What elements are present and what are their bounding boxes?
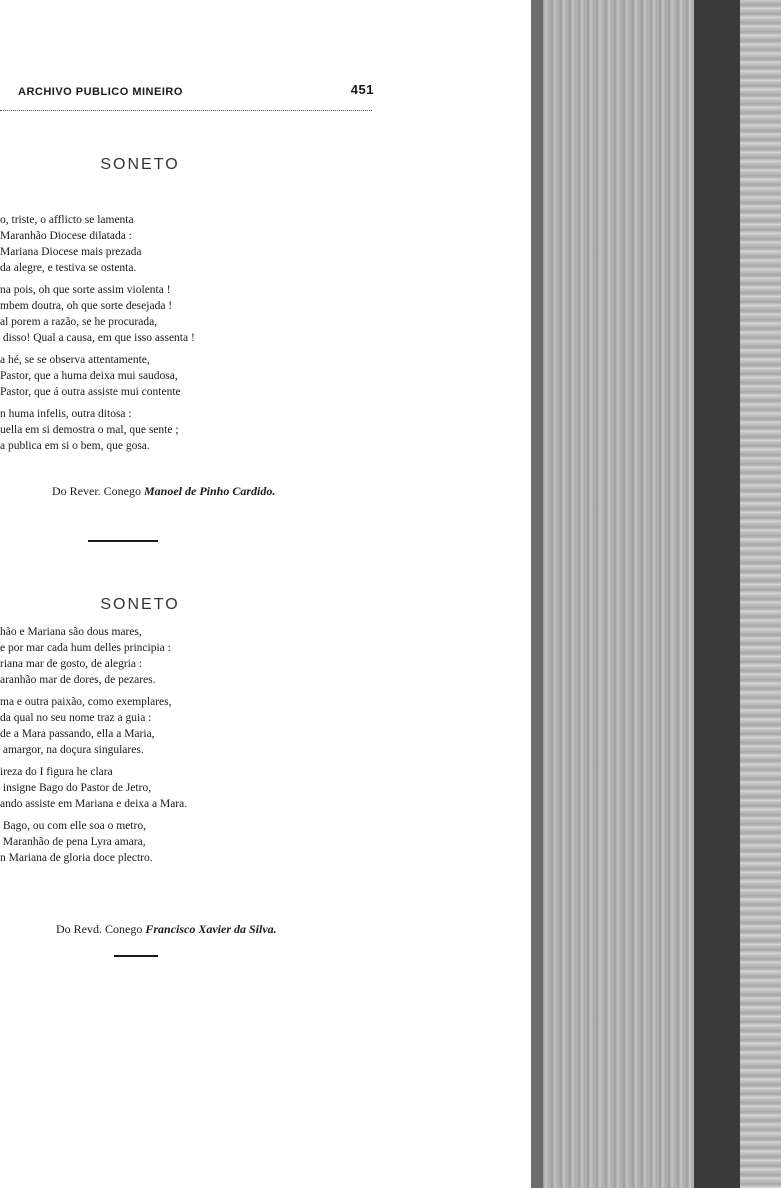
stanza <box>0 764 380 812</box>
poem-line: uella em si demostra o mal, que sente ; <box>0 424 179 436</box>
stanza <box>0 624 380 688</box>
poem-line: ando assiste em Mariana e deixa a Mara. <box>0 798 188 810</box>
section-divider <box>88 540 158 542</box>
stanza <box>0 694 380 758</box>
stanza <box>0 818 380 866</box>
sonnet-2-body <box>0 624 380 872</box>
page-gutter-shadow <box>531 0 543 1188</box>
poem-line: Maranhão de pena Lyra amara, <box>0 836 146 848</box>
poem-line: ireza do I figura he clara <box>0 766 113 778</box>
poem-line: e por mar cada hum delles principia : <box>0 642 171 654</box>
page-number: 451 <box>350 82 374 97</box>
poem-line: n huma infelis, outra ditosa : <box>0 408 132 420</box>
poem-line: o, triste, o afflicto se lamenta <box>0 214 134 226</box>
poem-line: disso! Qual a causa, em que isso assenta ! <box>0 332 195 344</box>
header-rule <box>0 110 372 111</box>
poem-line: Mariana Diocese mais prezada <box>0 246 142 258</box>
sonnet-2-author: Francisco Xavier da Silva. <box>145 922 277 936</box>
poem-line: riana mar de gosto, de alegria : <box>0 658 143 670</box>
poem-line: aranhão mar de dores, de pezares. <box>0 674 156 686</box>
sonnet-2-title: SONETO <box>100 596 180 613</box>
stanza <box>0 282 380 346</box>
section-divider <box>114 955 158 957</box>
poem-line: na pois, oh que sorte assim violenta ! <box>0 284 171 296</box>
poem-line: insigne Bago do Pastor de Jetro, <box>0 782 152 794</box>
sonnet-2-attribution: Do Revd. Conego Francisco Xavier da Silva. <box>56 922 277 936</box>
book-edge-strip <box>740 0 781 1188</box>
poem-line: Bago, ou com elle soa o metro, <box>0 820 146 832</box>
poem-line: Pastor, que a huma deixa mui saudosa, <box>0 370 178 382</box>
running-head <box>18 82 374 98</box>
sonnet-1-title: SONETO <box>100 156 180 173</box>
poem-line: a hé, se se observa attentamente, <box>0 354 150 366</box>
sonnet-1-body <box>0 212 380 460</box>
stanza <box>0 352 380 400</box>
stanza <box>0 406 380 454</box>
poem-line: ma e outra paixão, como exemplares, <box>0 696 172 708</box>
sonnet-1-attribution: Do Rever. Conego Manoel de Pinho Cardido. <box>52 484 276 498</box>
stanza <box>0 212 380 276</box>
book-spine-dark <box>694 0 740 1188</box>
poem-line: Pastor, que á outra assiste mui contente <box>0 386 181 398</box>
poem-line: da alegre, e testiva se ostenta. <box>0 262 137 274</box>
poem-line: al porem a razão, se he procurada, <box>0 316 158 328</box>
poem-line: hão e Mariana são dous mares, <box>0 626 142 638</box>
poem-line: a publica em si o bem, que gosa. <box>0 440 150 452</box>
poem-line: da qual no seu nome traz a guia : <box>0 712 152 724</box>
poem-line: Maranhão Diocese dilatada : <box>0 230 132 242</box>
poem-line: n Mariana de gloria doce plectro. <box>0 852 153 864</box>
poem-line: mbem doutra, oh que sorte desejada ! <box>0 300 173 312</box>
poem-line: de a Mara passando, ella a Maria, <box>0 728 155 740</box>
sonnet-1-author: Manoel de Pinho Cardido. <box>144 484 276 498</box>
running-head-title: ARCHIVO PUBLICO MINEIRO <box>18 86 183 98</box>
poem-line: amargor, na doçura singulares. <box>0 744 144 756</box>
